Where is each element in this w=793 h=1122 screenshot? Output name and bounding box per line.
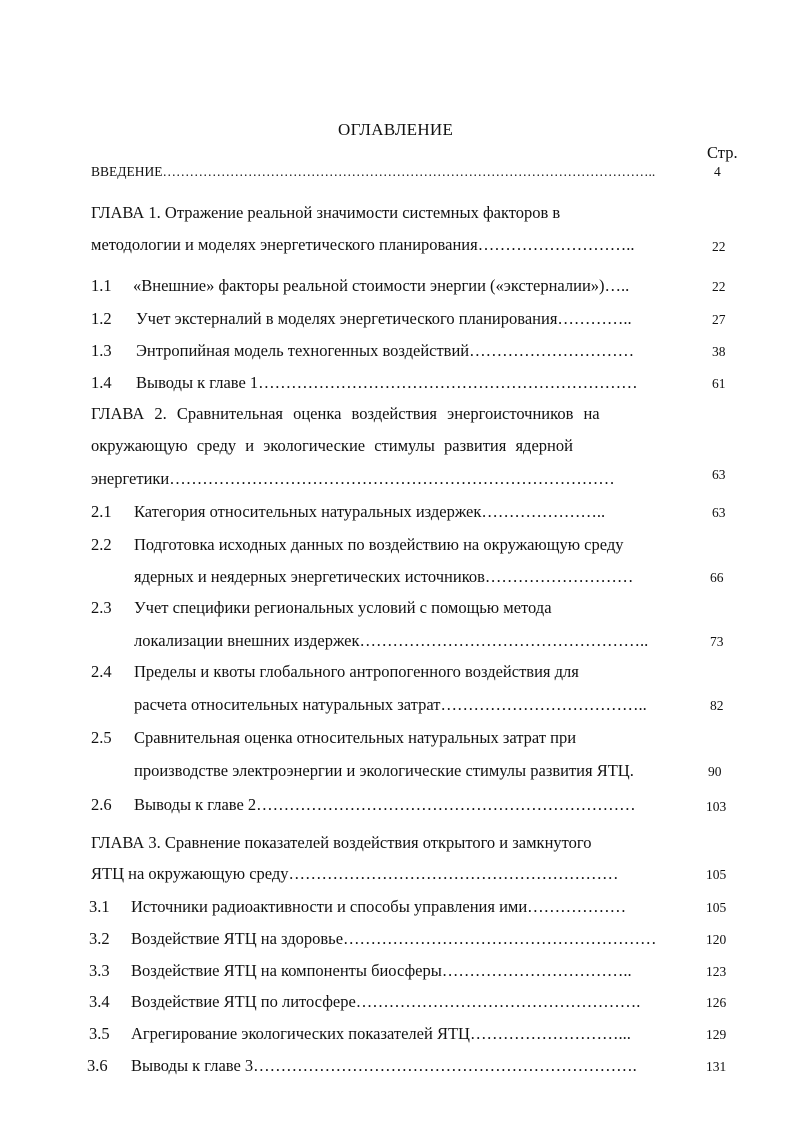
- toc-page-number: 63: [712, 467, 726, 482]
- toc-section-1-1[interactable]: «Внешние» факторы реальной стоимости энергии («экстерналии»)…..: [133, 276, 630, 295]
- leader-dots: ………………………………………………………………………………………………..: [162, 164, 656, 179]
- toc-section-number: 2.1: [91, 502, 112, 521]
- toc-page-number: 126: [706, 995, 727, 1010]
- toc-page-number: 73: [710, 634, 724, 649]
- toc-section-number: 2.4: [91, 662, 112, 681]
- toc-page-number: 4: [714, 164, 721, 179]
- toc-section-number: 2.3: [91, 598, 112, 617]
- toc-section-2-5-line1[interactable]: Сравнительная оценка относительных натуральных затрат при: [134, 728, 577, 747]
- toc-section-number: 1.2: [91, 309, 112, 328]
- toc-section-3-5[interactable]: Агрегирование экологических показателей ЯТЦ………………………...: [131, 1024, 631, 1043]
- toc-page-number: 27: [712, 312, 726, 327]
- toc-page-number: 105: [706, 867, 727, 882]
- toc-section-number: 1.4: [91, 373, 112, 392]
- toc-section-1-2[interactable]: Учет экстерналий в моделях энергетического планирования…………..: [136, 309, 632, 328]
- chapter-3-title-line2[interactable]: ЯТЦ на окружающую среду……………………………………………………: [91, 864, 619, 883]
- toc-section-3-2[interactable]: Воздействие ЯТЦ на здоровье…………………………………………………: [131, 929, 657, 948]
- toc-section-number: 2.5: [91, 728, 112, 747]
- toc-page-number: 82: [710, 698, 724, 713]
- toc-section-2-2-line1[interactable]: Подготовка исходных данных по воздействию на окружающую среду: [134, 535, 624, 554]
- toc-page-number: 123: [706, 964, 727, 979]
- toc-page-number: 22: [712, 279, 726, 294]
- toc-section-2-3-line2[interactable]: локализации внешних издержек……………………………………………..: [134, 631, 649, 650]
- toc-section-2-5-line2[interactable]: производстве электроэнергии и экологические стимулы развития ЯТЦ.: [134, 761, 634, 780]
- toc-section-1-4[interactable]: Выводы к главе 1……………………………………………………………: [136, 373, 638, 392]
- toc-page-number: 103: [706, 799, 727, 814]
- chapter-2-title-line2[interactable]: окружающую среду и экологические стимулы развития ядерной: [91, 436, 573, 455]
- toc-section-3-6[interactable]: Выводы к главе 3…………………………………………………………….: [131, 1056, 637, 1075]
- toc-section-number: 3.5: [89, 1024, 110, 1043]
- toc-page-number: 90: [708, 764, 722, 779]
- chapter-1-title-line1[interactable]: ГЛАВА 1. Отражение реальной значимости системных факторов в: [91, 203, 561, 222]
- toc-page-number: 38: [712, 344, 726, 359]
- toc-section-2-4-line1[interactable]: Пределы и квоты глобального антропогенного воздействия для: [134, 662, 579, 681]
- toc-page-number: 131: [706, 1059, 727, 1074]
- toc-page-number: 120: [706, 932, 727, 947]
- toc-section-2-6[interactable]: Выводы к главе 2……………………………………………………………: [134, 795, 636, 814]
- toc-page-number: 63: [712, 505, 726, 520]
- toc-section-number: 1.3: [91, 341, 112, 360]
- toc-entry-intro[interactable]: [91, 163, 701, 181]
- chapter-2-title-line1[interactable]: ГЛАВА 2. Сравнительная оценка воздействия энергоисточников на: [91, 404, 600, 423]
- toc-section-3-3[interactable]: Воздействие ЯТЦ на компоненты биосферы……………………………..: [131, 961, 632, 980]
- toc-section-number: 3.2: [89, 929, 110, 948]
- chapter-1-title-text: методологии и моделях энергетического планирования: [91, 235, 478, 254]
- toc-page-number: 66: [710, 570, 724, 585]
- toc-section-number: 2.6: [91, 795, 112, 814]
- toc-section-3-4[interactable]: Воздействие ЯТЦ по литосфере…………………………………………….: [131, 992, 641, 1011]
- chapter-1-title-line2[interactable]: [91, 235, 699, 255]
- toc-section-1-3[interactable]: Энтропийная модель техногенных воздействий…………………………: [136, 341, 635, 360]
- toc-section-2-1[interactable]: Категория относительных натуральных издержек…………………..: [134, 502, 606, 521]
- toc-section-2-2-line2[interactable]: ядерных и неядерных энергетических источников………………………: [134, 567, 634, 586]
- toc-section-number: 2.2: [91, 535, 112, 554]
- leader-dots: ………………………..: [477, 235, 635, 254]
- toc-page-number: 22: [712, 239, 726, 254]
- toc-title: ОГЛАВЛЕНИЕ: [338, 120, 454, 139]
- toc-page-number: 105: [706, 900, 727, 915]
- toc-section-number: 3.6: [87, 1056, 108, 1075]
- toc-section-2-4-line2[interactable]: расчета относительных натуральных затрат………………………………..: [134, 695, 647, 714]
- toc-entry-label: ВВЕДЕНИЕ: [91, 164, 163, 179]
- toc-page-number: 129: [706, 1027, 727, 1042]
- page-column-header: Стр.: [707, 143, 738, 162]
- toc-section-number: 3.1: [89, 897, 110, 916]
- toc-section-3-1[interactable]: Источники радиоактивности и способы управления ими………………: [131, 897, 627, 916]
- toc-section-2-3-line1[interactable]: Учет специфики региональных условий с помощью метода: [134, 598, 552, 617]
- toc-section-number: 1.1: [91, 276, 112, 295]
- toc-page-number: 61: [712, 376, 726, 391]
- chapter-3-title-line1[interactable]: ГЛАВА 3. Сравнение показателей воздействия открытого и замкнутого: [91, 833, 592, 852]
- toc-section-number: 3.3: [89, 961, 110, 980]
- chapter-2-title-line3[interactable]: энергетики………………………………………………………………………: [91, 469, 615, 488]
- toc-section-number: 3.4: [89, 992, 110, 1011]
